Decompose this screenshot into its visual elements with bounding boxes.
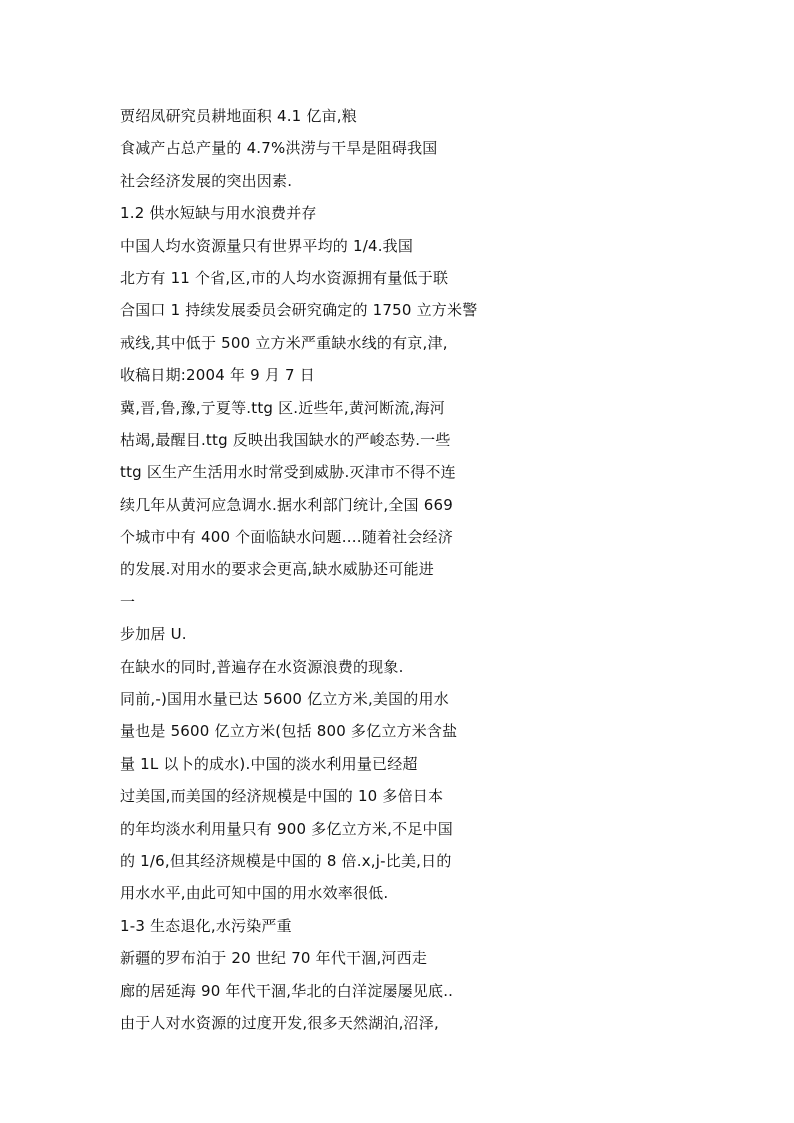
section-heading: 1.2 供水短缺与用水浪费并存 — [120, 204, 317, 223]
text-line: 社会经济发展的突出因素. — [120, 171, 293, 190]
text-line: 用水水平,由此可知中国的用水效率很低. — [120, 884, 389, 903]
text-line: 贾绍凤研究员耕地面积 4.1 亿亩,粮 — [120, 107, 357, 125]
text-line: 过美国,而美国的经济规模是中国的 10 多倍日本 — [120, 787, 444, 806]
text-line: 中国人均水资源量只有世界平均的 1/4.我国 — [120, 236, 414, 255]
text-line: 在缺水的同时,普遍存在水资源浪费的现象. — [120, 657, 404, 676]
text-line: 的发展.对用水的要求会更高,缺水威胁还可能进 — [120, 560, 434, 579]
text-line: 同前,-)国用水量已达 5600 亿立方米,美国的用水 — [120, 690, 449, 709]
text-line: 合国口 1 持续发展委员会研究确定的 1750 立方米警 — [120, 301, 478, 320]
text-line: ttg 区生产生活用水时常受到威胁.灭津市不得不连 — [120, 463, 456, 482]
text-line: 的年均淡水利用量只有 900 多亿立方米,不足中国 — [120, 819, 453, 838]
received-date: 收稿日期:2004 年 9 月 7 日 — [120, 366, 315, 385]
text-line: 北方有 11 个省,区,市的人均水资源拥有量低于联 — [120, 268, 449, 287]
text-line: 续几年从黄河应急调水.据水利部门统计,全国 669 — [120, 495, 453, 514]
text-line: 新疆的罗布泊于 20 世纪 70 年代干涸,河西走 — [120, 949, 428, 968]
text-line: 戒线,其中低于 500 立方米严重缺水线的有京,津, — [120, 333, 448, 352]
text-line: 由于人对水资源的过度开发,很多天然湖泊,沼泽, — [120, 1013, 439, 1032]
text-line: 个城市中有 400 个面临缺水问题….随着社会经济 — [120, 528, 453, 547]
text-line: 食减产占总产量的 4.7%洪涝与干旱是阻碍我国 — [120, 139, 438, 158]
text-line: 的 1/6,但其经济规模是中国的 8 倍.x,j-比美,日的 — [120, 851, 452, 870]
text-line: 枯竭,最醒目.ttg 反映出我国缺水的严峻态势.一些 — [120, 430, 451, 449]
section-heading: 1-3 生态退化,水污染严重 — [120, 916, 292, 935]
text-line: 廊的居延海 90 年代干涸,华北的白洋淀屡屡见底.. — [120, 981, 454, 1000]
text-line: 量 1L 以卜的成水).中国的淡水利用量已经超 — [120, 754, 418, 773]
body-text — [120, 100, 680, 1039]
text-line: 量也是 5600 亿立方米(包括 800 多亿立方米含盐 — [120, 722, 458, 741]
text-line: 一 — [120, 592, 136, 611]
text-line: 步加居 U. — [120, 625, 187, 644]
text-line: 冀,晋,鲁,豫,亍夏等.ttg 区.近些年,黄河断流,海河 — [120, 398, 445, 417]
